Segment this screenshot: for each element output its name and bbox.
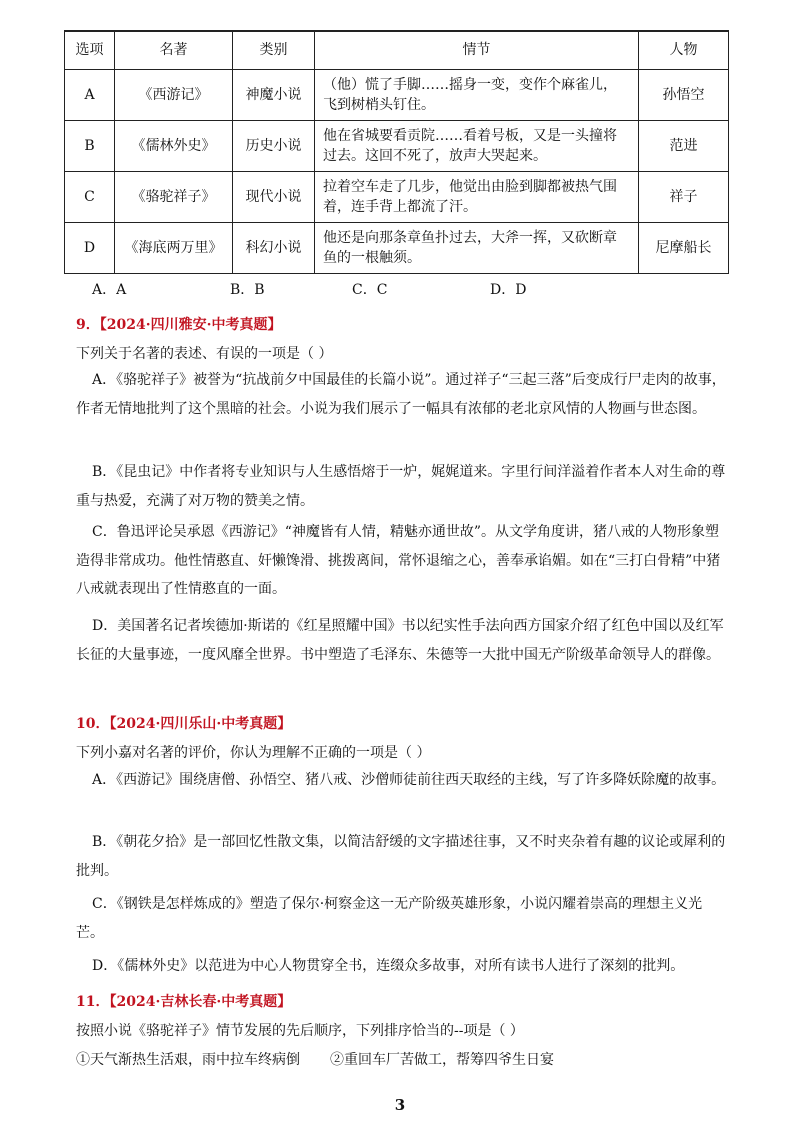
cell-option: B [65,121,115,172]
question-9-choice-a: A．《骆驼祥子》被誉为“抗战前夕中国最佳的长篇小说”。通过祥子“三起三落”后变成行尸走肉的故事，作者无情地批判了这个黑暗的社会。小说为我们展示了一幅具有浓郁的老北京风情的人物画与世态图。 [76,372,726,417]
cell-option: D [65,223,115,274]
table-row [65,172,729,223]
header-option: 选项 [65,31,115,70]
option-c: C．C [352,282,388,298]
question-10-choice-c: C．《钢铁是怎样炼成的》塑造了保尔·柯察金这一无产阶级英雄形象，小说闪耀着崇高的理想主义光芒。 [76,896,703,941]
question-8-options [92,279,526,299]
question-10-stem: 下列小嘉对名著的评价，你认为理解不正确的一项是（ ） [76,745,431,761]
header-plot: 情节 [315,31,639,70]
page-number: 3 [394,1096,406,1114]
question-number: 11． [76,994,110,1010]
cell-option: C [65,172,115,223]
cell-book: 《西游记》 [115,70,233,121]
cell-plot: 拉着空车走了几步，他觉出由脸到脚都被热气围着，连手背上都流了汗。 [315,172,639,223]
cell-character: 祥子 [639,172,729,223]
question-9-stem: 下列关于名著的表述、有误的一项是（ ） [76,346,333,362]
question-number: 9． [76,317,100,333]
cell-book: 《海底两万里》 [115,223,233,274]
question-11-heading [76,991,291,1011]
question-9-choice-d: D．美国著名记者埃德加·斯诺的《红星照耀中国》书以纪实性手法向西方国家介绍了红色中国以及红军长征的大量事迹，一度风靡全世界。书中塑造了毛泽东、朱德等一大批中国无产阶级革命领导人的群像。 [76,618,724,663]
option-b: B．B [230,282,265,298]
cell-plot: 他还是向那条章鱼扑过去，大斧一挥，又砍断章鱼的一根触须。 [315,223,639,274]
question-10-choice-a: A．《西游记》围绕唐僧、孙悟空、猪八戒、沙僧师徒前往西天取经的主线，写了许多降妖除魔的故事。 [92,772,726,788]
cell-character: 范进 [639,121,729,172]
cell-genre: 神魔小说 [233,70,315,121]
question-source: 【2024·吉林长春·中考真题】 [109,994,292,1010]
question-number: 10． [76,716,110,732]
question-10-choice-d: D．《儒林外史》以范进为中心人物贯穿全书，连缀众多故事，对所有读书人进行了深刻的批判。 [92,958,685,974]
question-11-item-2: ②重回车厂苦做工，帮筹四爷生日宴 [330,1052,554,1068]
question-10-choice-b: B．《朝花夕拾》是一部回忆性散文集，以简洁舒缓的文字描述往事，又不时夹杂着有趣的议论或犀利的批判。 [76,834,726,879]
cell-genre: 科幻小说 [233,223,315,274]
table-row [65,121,729,172]
question-9-choice-b: B．《昆虫记》中作者将专业知识与人生感悟熔于一炉，娓娓道来。字里行间洋溢着作者本人对生命的尊重与热爱，充满了对万物的赞美之情。 [76,464,726,509]
cell-book: 《儒林外史》 [115,121,233,172]
question-10-heading [76,713,291,733]
header-book: 名著 [115,31,233,70]
question-9-choice-c: C．鲁迅评论吴承恩《西游记》“神魔皆有人情，精魅亦通世故”。从文学角度讲，猪八戒的人物形象塑造得非常成功。他性情憨直、奸懒馋滑、挑拨离间，常怀退缩之心，善奉承谄媚。如在“三打白骨精”中猪八戒就表现出了性情憨直的一面。 [76,524,721,598]
cell-plot: 他在省城要看贡院……看着号板，又是一头撞将过去。这回不死了，放声大哭起来。 [315,121,639,172]
header-character: 人物 [639,31,729,70]
cell-character: 孙悟空 [639,70,729,121]
cell-option: A [65,70,115,121]
question-8-table [64,30,729,274]
table-row [65,70,729,121]
table-header-row [65,31,729,70]
cell-plot: （他）慌了手脚……摇身一变，变作个麻雀儿，飞到树梢头钉住。 [315,70,639,121]
option-a: A．A [92,282,127,298]
question-9-heading [76,314,281,334]
cell-genre: 现代小说 [233,172,315,223]
option-d: D．D [490,282,527,298]
header-genre: 类别 [233,31,315,70]
table-row [65,223,729,274]
question-11-stem: 按照小说《骆驼祥子》情节发展的先后顺序，下列排序恰当的--项是（ ） [76,1023,524,1039]
question-source: 【2024·四川乐山·中考真题】 [109,716,292,732]
cell-book: 《骆驼祥子》 [115,172,233,223]
question-11-item-1: ①天气渐热生活艰，雨中拉车终病倒 [76,1052,300,1068]
question-source: 【2024·四川雅安·中考真题】 [99,317,282,333]
cell-character: 尼摩船长 [639,223,729,274]
cell-genre: 历史小说 [233,121,315,172]
